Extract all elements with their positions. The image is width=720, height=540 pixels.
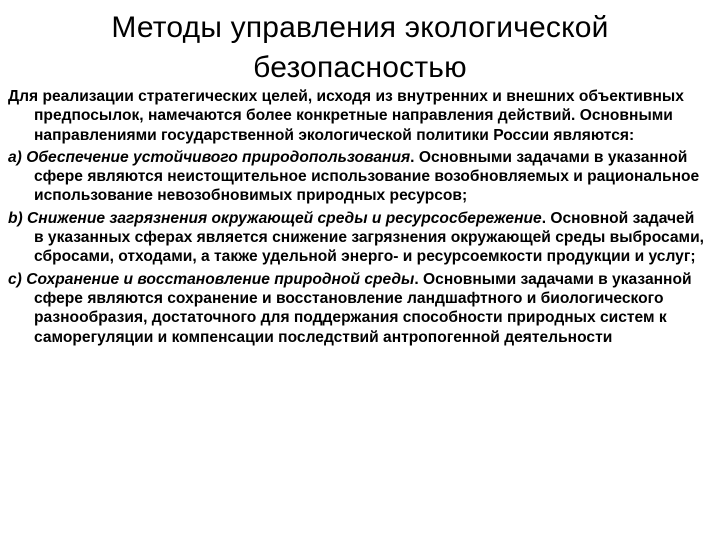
- slide-title-line-2: безопасностью: [253, 51, 467, 84]
- slide-body: [8, 87, 708, 350]
- list-item-c-text: . Основными задачами в указанной сфере являются сохранение и восстановление ландшафтного и биологического разнообразия, достаточного для поддержания способности природных систем к саморегуляции и компенсации последствий антропогенной деятельности: [34, 270, 692, 346]
- list-item-a-text: . Основными задачами в указанной сфере являются неистощительное использование возобновляемых и рациональное использование невозобновимых природных ресурсов;: [34, 148, 700, 205]
- list-item-c: [8, 270, 708, 347]
- list-item-b-lead: b) Снижение загрязнения окружающей среды и ресурсосбережение: [8, 209, 542, 227]
- list-item-a: [8, 148, 708, 206]
- list-item-c-lead: c) Сохранение и восстановление природной среды: [8, 270, 415, 288]
- list-item-b: [8, 209, 708, 267]
- list-item-a-lead: a) Обеспечение устойчивого природопользования: [8, 148, 411, 166]
- slide-title-line-1: Методы управления экологической: [111, 11, 609, 44]
- intro-paragraph: Для реализации стратегических целей, исходя из внутренних и внешних объективных предпосылок, намечаются более конкретные направления действий. Основными направлениями государственной экологической политики России являются:: [8, 88, 684, 144]
- slide-title: [40, 8, 680, 88]
- list-item-b-text: . Основной задачей в указанных сферах является снижение загрязнения окружающей среды выбросами, сбросами, отходами, а также удельной энерго- и ресурсоемкости продукции и услуг;: [34, 209, 705, 266]
